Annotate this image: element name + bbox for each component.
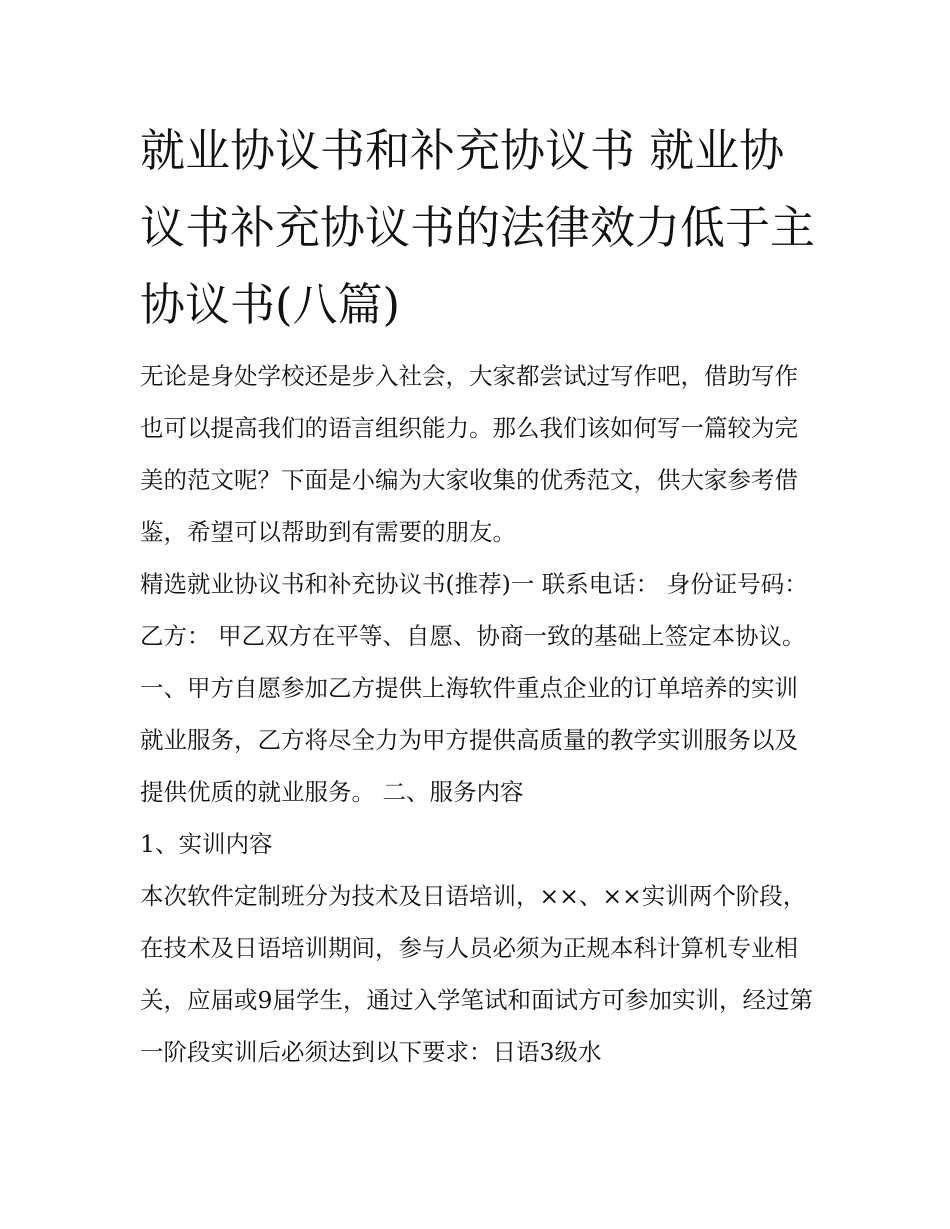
section-heading-training: 1、实训内容 bbox=[140, 830, 273, 858]
document-title: 就业协议书和补充协议书 就业协议书补充协议书的法律效力低于主协议书(八篇) bbox=[140, 124, 816, 331]
intro-paragraph: 无论是身处学校还是步入社会，大家都尝试过写作吧，借助写作也可以提高我们的语言组织能力。那么我们该如何写一篇较为完美的范文呢？下面是小编为大家收集的优秀范文，供大家参考借鉴，希望可以帮助到有需要的朋友。 bbox=[140, 362, 798, 546]
clause-one-paragraph: 一、甲方自愿参加乙方提供上海软件重点企业的订单培养的实训就业服务，乙方将尽全力为甲方提供高质量的教学实训服务以及提供优质的就业服务。 二、服务内容 bbox=[140, 674, 798, 806]
agreement-header-paragraph: 精选就业协议书和补充协议书(推荐)一 联系电话： 身份证号码： 乙方： 甲乙双方在平等、自愿、协商一致的基础上签定本协议。 bbox=[140, 570, 808, 650]
document-body bbox=[140, 350, 818, 1078]
document-page bbox=[140, 112, 818, 1078]
training-details-paragraph: 本次软件定制班分为技术及日语培训，××、××实训两个阶段，在技术及日语培训期间，参与人员必须为正规本科计算机专业相关，应届或9届学生，通过入学笔试和面试方可参加实训，经过第一阶段实训后必须达到以下要求：日语3级水 bbox=[140, 882, 813, 1066]
